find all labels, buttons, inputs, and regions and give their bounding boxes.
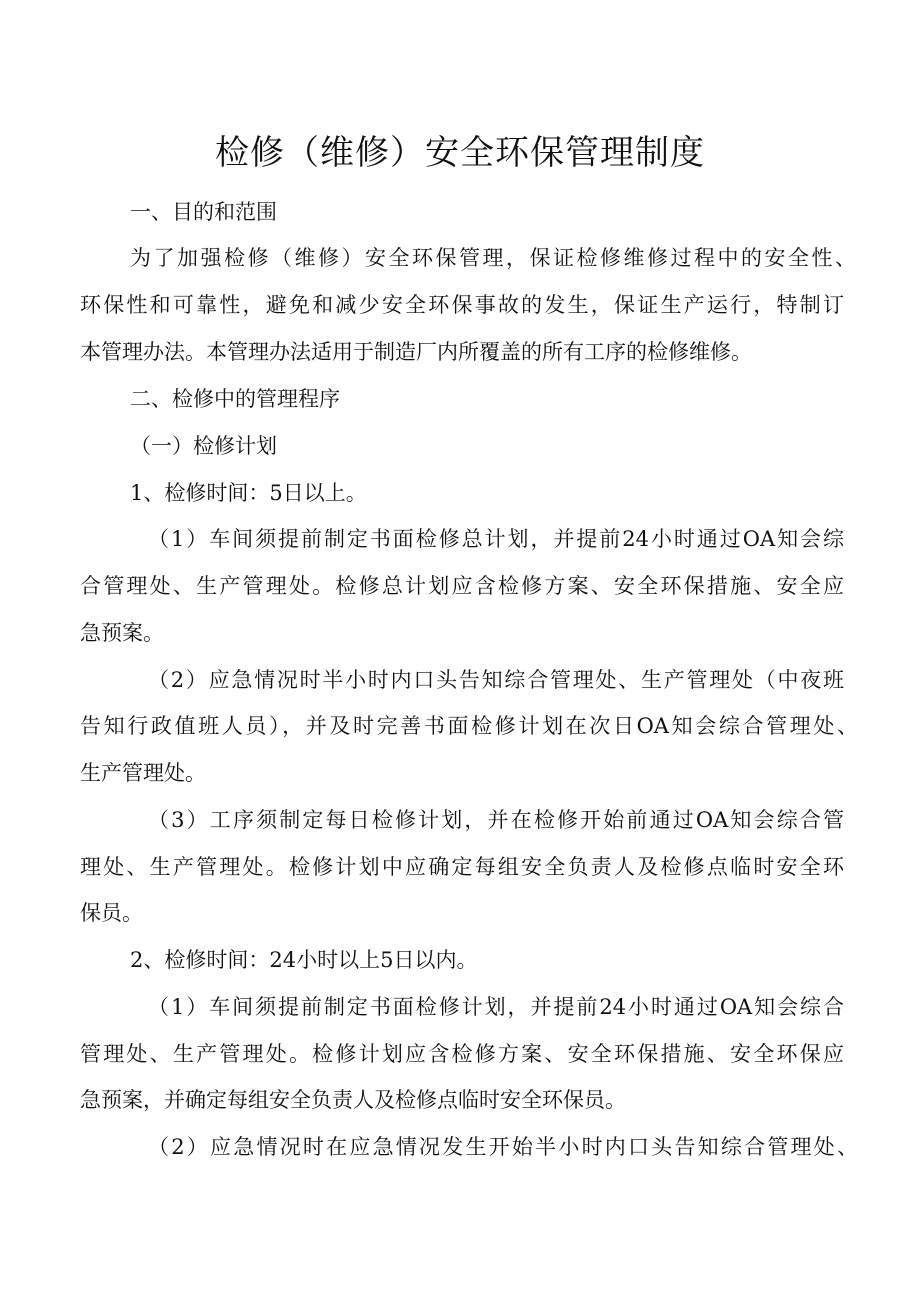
section-heading-purpose: 一、目的和范围 [130,200,277,224]
item-heading-5days: 1、检修时间：5日以上。 [130,481,367,505]
paragraph-line: 急预案。 [80,621,164,645]
paragraph-line: 环保性和可靠性，避免和减少安全环保事故的发生，保证生产运行，特制订 [80,293,844,317]
document-title: 检修（维修）安全环保管理制度 [215,133,705,173]
paragraph-line: （2）应急情况时半小时内口头告知综合管理处、生产管理处（中夜班 [148,668,844,692]
paragraph-line: （2）应急情况时在应急情况发生开始半小时内口头告知综合管理处、 [148,1135,858,1159]
item-heading-24h: 2、检修时间：24小时以上5日以内。 [130,948,478,972]
paragraph-line: 告知行政值班人员），并及时完善书面检修计划在次日OA知会综合管理处、 [80,714,858,738]
paragraph-line: 管理处、生产管理处。检修计划应含检修方案、安全环保措施、安全环保应 [80,1042,844,1066]
subsection-heading-plan: （一）检修计划 [130,434,277,458]
paragraph-line: 本管理办法。本管理办法适用于制造厂内所覆盖的所有工序的检修维修。 [80,340,752,364]
paragraph-line: （3）工序须制定每日检修计划，并在检修开始前通过OA知会综合管 [148,808,844,832]
section-heading-procedure: 二、检修中的管理程序 [130,387,340,411]
paragraph-line: 生产管理处。 [80,761,206,785]
paragraph-line: 合管理处、生产管理处。检修总计划应含检修方案、安全环保措施、安全应 [80,574,844,598]
paragraph-line: 保员。 [80,901,143,925]
paragraph-line: 为了加强检修（维修）安全环保管理，保证检修维修过程中的安全性、 [130,246,856,270]
paragraph-line: 急预案，并确定每组安全负责人及检修点临时安全环保员。 [80,1088,626,1112]
paragraph-line: （1）车间须提前制定书面检修计划，并提前24小时通过OA知会综合 [148,995,844,1019]
paragraph-line: 理处、生产管理处。检修计划中应确定每组安全负责人及检修点临时安全环 [80,855,844,879]
paragraph-line: （1）车间须提前制定书面检修总计划，并提前24小时通过OA知会综 [148,527,844,551]
